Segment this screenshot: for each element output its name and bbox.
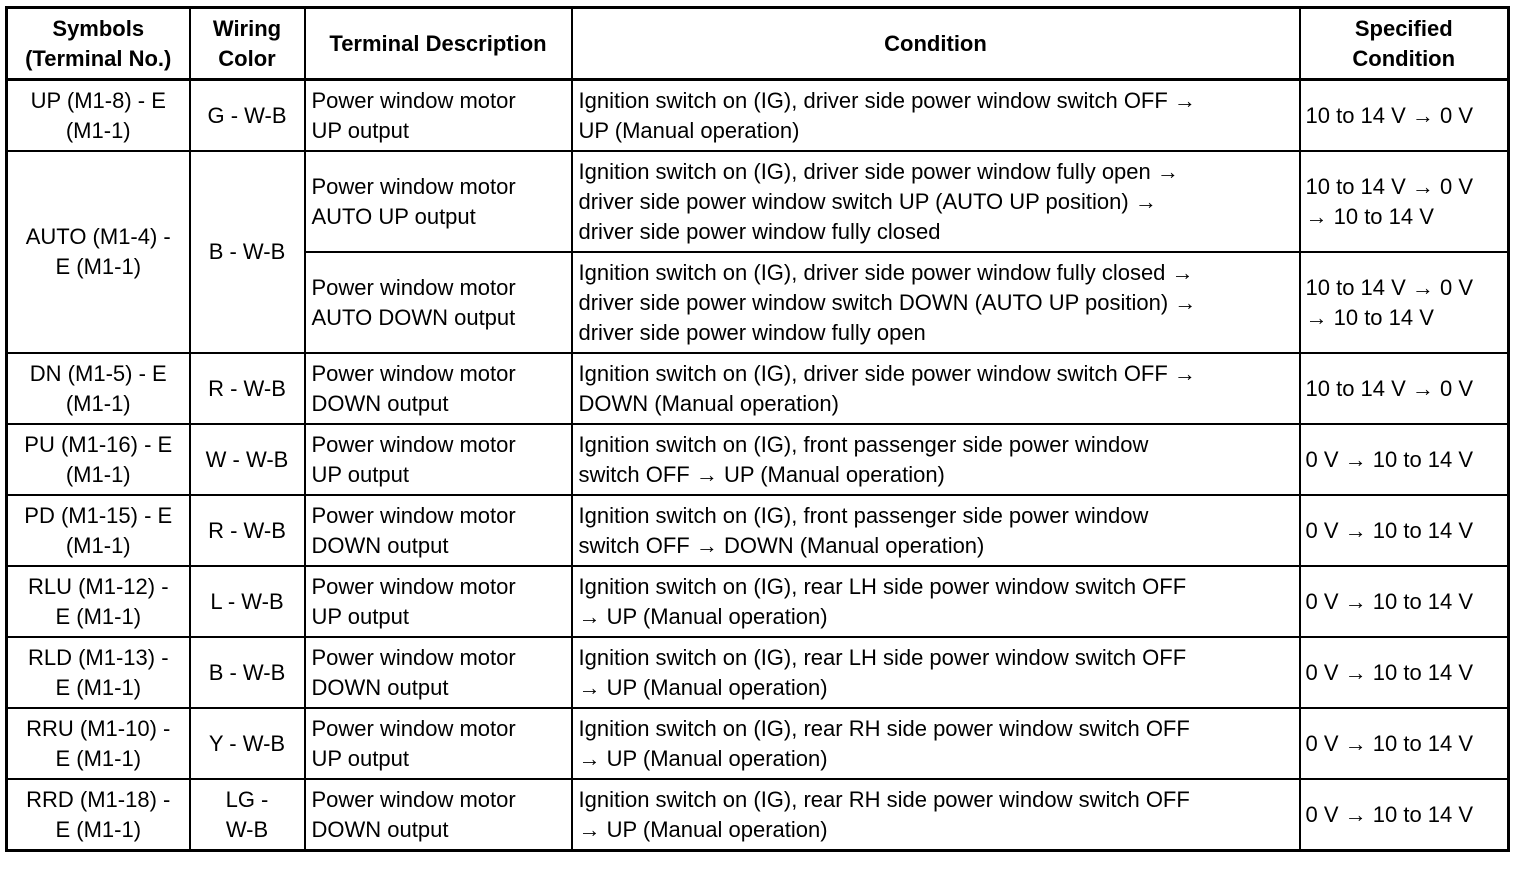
condition-cell: Ignition switch on (IG), driver side power window fully closed → driver side power window switch DOWN (AUTO UP position) → driver side power window fully open [572, 252, 1300, 353]
description-cell: Power window motor UP output [305, 80, 572, 152]
description-cell: Power window motor DOWN output [305, 353, 572, 424]
specified-cell: 10 to 14 V → 0 V [1300, 353, 1509, 424]
specified-cell: 0 V → 10 to 14 V [1300, 495, 1509, 566]
table-row [7, 708, 1509, 779]
condition-cell: Ignition switch on (IG), rear LH side power window switch OFF → UP (Manual operation) [572, 637, 1300, 708]
specified-cell: 0 V → 10 to 14 V [1300, 779, 1509, 851]
condition-cell: Ignition switch on (IG), driver side power window switch OFF → DOWN (Manual operation) [572, 353, 1300, 424]
symbol-cell: PD (M1-15) - E (M1-1) [7, 495, 190, 566]
table-row [7, 495, 1509, 566]
specified-cell: 0 V → 10 to 14 V [1300, 566, 1509, 637]
header-wiring-color: Wiring Color [190, 8, 305, 80]
wiring-cell: B - W-B [190, 151, 305, 353]
wiring-cell: Y - W-B [190, 708, 305, 779]
condition-cell: Ignition switch on (IG), rear RH side power window switch OFF → UP (Manual operation) [572, 708, 1300, 779]
condition-cell: Ignition switch on (IG), rear LH side power window switch OFF → UP (Manual operation) [572, 566, 1300, 637]
description-cell: Power window motor DOWN output [305, 637, 572, 708]
symbol-cell: PU (M1-16) - E (M1-1) [7, 424, 190, 495]
wiring-cell: R - W-B [190, 353, 305, 424]
header-terminal-description: Terminal Description [305, 8, 572, 80]
symbol-cell: RLU (M1-12) - E (M1-1) [7, 566, 190, 637]
wiring-cell: R - W-B [190, 495, 305, 566]
table-row [7, 566, 1509, 637]
specified-cell: 10 to 14 V → 0 V → 10 to 14 V [1300, 252, 1509, 353]
condition-cell: Ignition switch on (IG), driver side power window switch OFF → UP (Manual operation) [572, 80, 1300, 152]
specified-cell: 10 to 14 V → 0 V → 10 to 14 V [1300, 151, 1509, 252]
condition-cell: Ignition switch on (IG), front passenger side power window switch OFF → DOWN (Manual operation) [572, 495, 1300, 566]
wiring-cell: W - W-B [190, 424, 305, 495]
symbol-cell: AUTO (M1-4) - E (M1-1) [7, 151, 190, 353]
table-row [7, 637, 1509, 708]
description-cell: Power window motor UP output [305, 424, 572, 495]
terminal-table [5, 6, 1510, 852]
description-cell: Power window motor AUTO UP output [305, 151, 572, 252]
table-row [7, 779, 1509, 851]
header-symbols: Symbols (Terminal No.) [7, 8, 190, 80]
condition-cell: Ignition switch on (IG), driver side power window fully open → driver side power window switch UP (AUTO UP position) → driver side power window fully closed [572, 151, 1300, 252]
wiring-cell: G - W-B [190, 80, 305, 152]
header-condition: Condition [572, 8, 1300, 80]
symbol-cell: RRD (M1-18) - E (M1-1) [7, 779, 190, 851]
description-cell: Power window motor DOWN output [305, 495, 572, 566]
description-cell: Power window motor UP output [305, 708, 572, 779]
header-specified-condition: Specified Condition [1300, 8, 1509, 80]
wiring-cell: B - W-B [190, 637, 305, 708]
symbol-cell: RRU (M1-10) - E (M1-1) [7, 708, 190, 779]
description-cell: Power window motor UP output [305, 566, 572, 637]
specified-cell: 0 V → 10 to 14 V [1300, 424, 1509, 495]
description-cell: Power window motor DOWN output [305, 779, 572, 851]
condition-cell: Ignition switch on (IG), rear RH side power window switch OFF → UP (Manual operation) [572, 779, 1300, 851]
wiring-cell: LG - W-B [190, 779, 305, 851]
symbol-cell: RLD (M1-13) - E (M1-1) [7, 637, 190, 708]
table-row [7, 353, 1509, 424]
symbol-cell: UP (M1-8) - E (M1-1) [7, 80, 190, 152]
header-row [7, 8, 1509, 80]
specified-cell: 0 V → 10 to 14 V [1300, 708, 1509, 779]
symbol-cell: DN (M1-5) - E (M1-1) [7, 353, 190, 424]
wiring-cell: L - W-B [190, 566, 305, 637]
table-row [7, 80, 1509, 152]
description-cell: Power window motor AUTO DOWN output [305, 252, 572, 353]
table-row [7, 151, 1509, 252]
specified-cell: 10 to 14 V → 0 V [1300, 80, 1509, 152]
specified-cell: 0 V → 10 to 14 V [1300, 637, 1509, 708]
condition-cell: Ignition switch on (IG), front passenger side power window switch OFF → UP (Manual operation) [572, 424, 1300, 495]
table-row [7, 424, 1509, 495]
